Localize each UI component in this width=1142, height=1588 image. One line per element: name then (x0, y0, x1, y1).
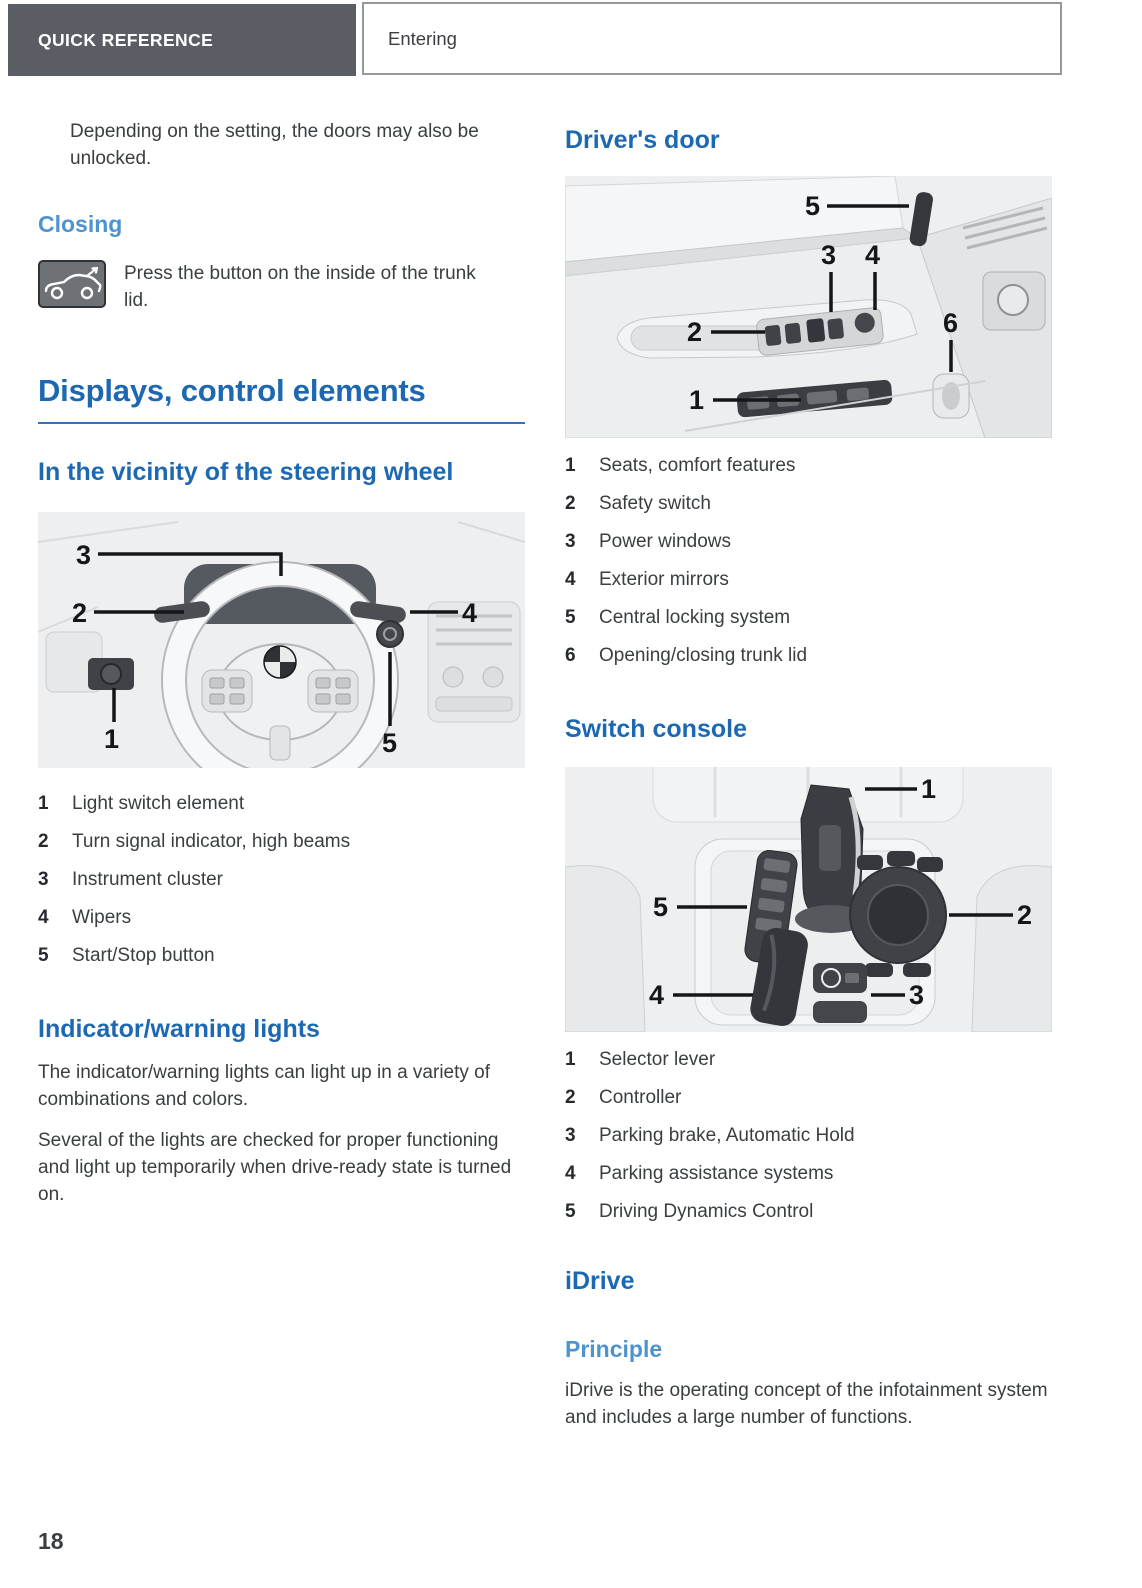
callout-number: 6 (943, 308, 959, 338)
legend-number: 3 (565, 1125, 576, 1146)
legend-label: Parking brake, Automatic Hold (599, 1125, 855, 1146)
chapter-title: Displays, control elements (38, 373, 426, 408)
bmw-roundel (264, 646, 296, 678)
list-item (565, 490, 1052, 517)
trunk-lid-car-icon (38, 260, 106, 308)
list-item (38, 790, 525, 817)
warning-lights-paragraph-1: The indicator/warning lights can light up in a variety of combinations and colors. (38, 1062, 491, 1110)
drivers-door-legend-list (565, 452, 1052, 669)
left-column (38, 118, 525, 1208)
callout-number: 5 (653, 892, 669, 922)
legend-number: 4 (38, 907, 49, 928)
legend-number: 5 (565, 607, 576, 628)
legend-label: Wipers (72, 907, 132, 928)
switch-console-legend-list (565, 1046, 1052, 1225)
list-item (565, 566, 1052, 593)
steering-section-heading: In the vicinity of the steering wheel (38, 458, 454, 486)
list-item (38, 904, 525, 931)
steering-wheel-illustration (38, 512, 525, 768)
idrive-paragraph: iDrive is the operating concept of the infotainment system and includes a large number of functions. (565, 1380, 1048, 1428)
list-item (565, 452, 1052, 479)
list-item (565, 1122, 1052, 1149)
legend-label: Safety switch (599, 493, 711, 514)
legend-number: 2 (565, 493, 576, 514)
light-switch-element (88, 658, 134, 690)
header-section-label: Entering (388, 27, 457, 49)
header-section-box (362, 2, 1062, 75)
callout-number: 4 (462, 598, 478, 628)
switch-console-figure (565, 767, 1052, 1032)
list-item (38, 866, 525, 893)
list-item (565, 1198, 1052, 1225)
list-item (565, 604, 1052, 631)
list-item (565, 1046, 1052, 1073)
callout-number: 4 (865, 240, 881, 270)
start-stop-button (377, 621, 403, 647)
closing-instruction-row (38, 260, 525, 314)
legend-number: 5 (565, 1201, 576, 1222)
callout-number: 3 (909, 980, 925, 1010)
list-item (565, 528, 1052, 555)
legend-label: Central locking system (599, 607, 791, 628)
legend-number: 3 (38, 869, 49, 890)
steering-legend-list (38, 790, 525, 969)
page-number: 18 (38, 1528, 64, 1554)
legend-label: Driving Dynamics Control (599, 1201, 814, 1222)
legend-label: Turn signal indicator, high beams (72, 831, 351, 852)
list-item (38, 942, 525, 969)
drivers-door-heading: Driver's door (565, 126, 720, 154)
legend-number: 3 (565, 531, 576, 552)
intro-paragraph: Depending on the setting, the doors may also be unlocked. (70, 121, 479, 169)
legend-label: Opening/closing trunk lid (599, 645, 808, 666)
callout-number: 2 (1017, 900, 1033, 930)
list-item (38, 828, 525, 855)
legend-label: Seats, comfort features (599, 455, 796, 476)
right-column (565, 118, 1052, 1431)
legend-number: 1 (565, 455, 576, 476)
legend-label: Exterior mirrors (599, 569, 729, 590)
legend-number: 6 (565, 645, 576, 666)
legend-number: 4 (565, 569, 576, 590)
switch-console-heading: Switch console (565, 715, 747, 743)
warning-lights-heading: Indicator/warning lights (38, 1015, 320, 1043)
callout-number: 1 (921, 774, 937, 804)
callout-number: 1 (104, 724, 120, 754)
drivers-door-figure (565, 176, 1052, 438)
left-seat-bolster (565, 866, 645, 1032)
drivers-door-illustration (565, 176, 1052, 438)
list-item (565, 1160, 1052, 1187)
callout-number: 2 (72, 598, 88, 628)
callout-number: 2 (687, 317, 703, 347)
switch-console-illustration (565, 767, 1052, 1032)
warning-lights-paragraph-2: Several of the lights are checked for proper functioning and light up temporarily when drive-ready state is turned on. (38, 1130, 512, 1205)
legend-label: Start/Stop button (72, 945, 215, 966)
legend-number: 2 (38, 831, 49, 852)
parking-brake-button (813, 963, 867, 1023)
list-item (565, 642, 1052, 669)
legend-number: 1 (38, 793, 49, 814)
callout-number: 3 (821, 240, 837, 270)
legend-label: Light switch element (72, 793, 245, 814)
closing-instruction-text: Press the button on the inside of the trunk lid. (124, 263, 476, 311)
list-item (565, 1084, 1052, 1111)
legend-label: Power windows (599, 531, 731, 552)
legend-number: 4 (565, 1163, 576, 1184)
chapter-rule (38, 422, 525, 424)
steering-wheel-figure (38, 512, 525, 768)
callout-number: 4 (649, 980, 665, 1010)
callout-number: 3 (76, 540, 92, 570)
legend-number: 1 (565, 1049, 576, 1070)
legend-label: Instrument cluster (72, 869, 223, 890)
legend-number: 2 (565, 1087, 576, 1108)
principle-heading: Principle (565, 1336, 663, 1362)
callout-number: 1 (689, 385, 705, 415)
legend-label: Parking assistance systems (599, 1163, 834, 1184)
door-handle (933, 374, 969, 418)
legend-number: 5 (38, 945, 49, 966)
legend-label: Selector lever (599, 1049, 716, 1070)
trunk-lid-car-icon-svg (38, 260, 106, 308)
header-chapter-tab (8, 4, 356, 76)
legend-label: Controller (599, 1087, 682, 1108)
callout-number: 5 (805, 191, 821, 221)
right-seat-bolster (972, 866, 1052, 1032)
closing-heading: Closing (38, 211, 123, 237)
callout-number: 5 (382, 728, 398, 758)
header-chapter-label: QUICK REFERENCE (38, 29, 214, 50)
idrive-heading: iDrive (565, 1267, 635, 1295)
